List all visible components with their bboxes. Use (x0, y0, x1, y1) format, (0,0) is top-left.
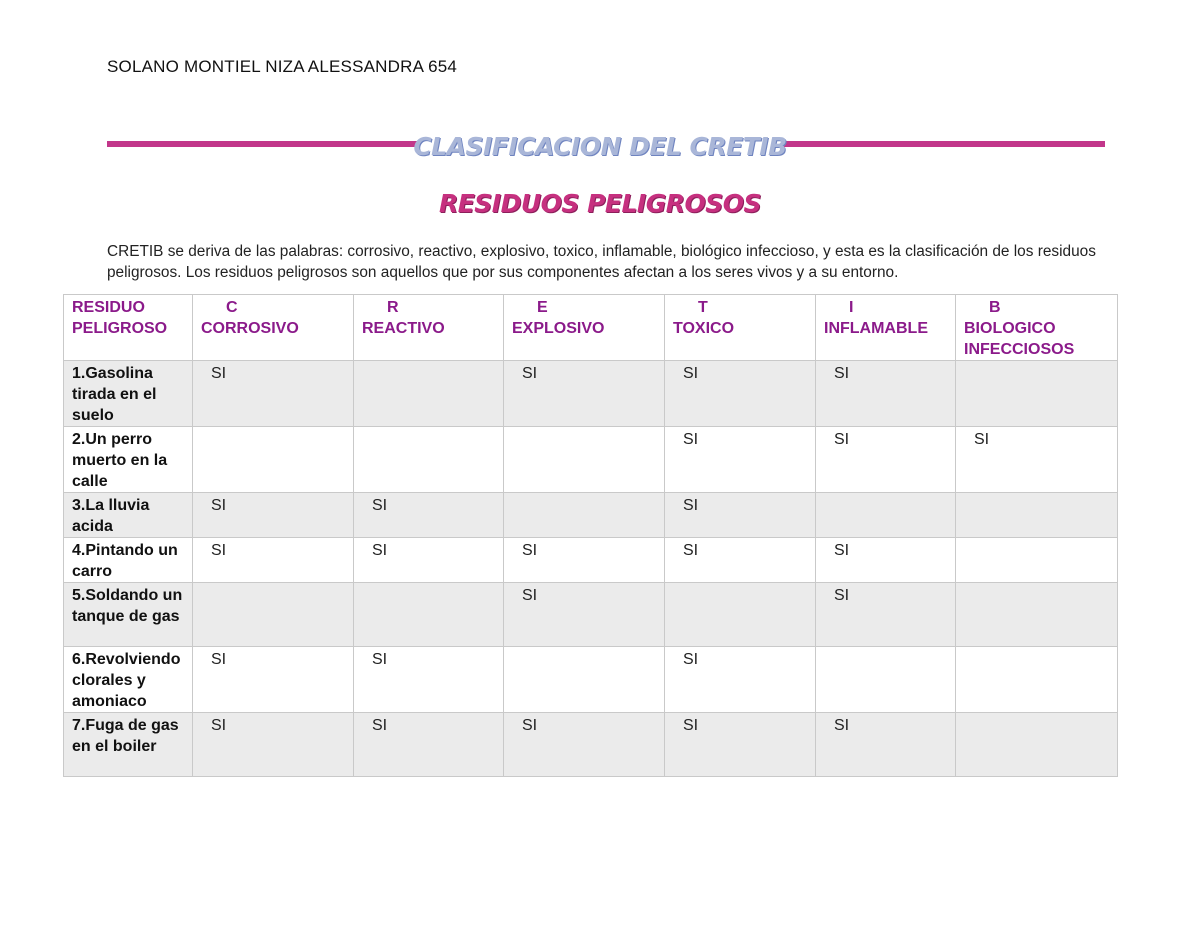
table-row (64, 538, 1118, 583)
header-letter: B (989, 299, 1001, 316)
document-title: CLASIFICACION DEL CRETIB (413, 132, 787, 161)
cell-toxico: SI (665, 361, 816, 427)
cell-reactivo (354, 583, 504, 647)
cell-corrosivo: SI (193, 538, 354, 583)
cell-toxico (665, 583, 816, 647)
header-label: PELIGROSO (72, 320, 168, 337)
header-explosivo (504, 295, 665, 361)
cell-reactivo (354, 361, 504, 427)
document-subtitle: RESIDUOS PELIGROSOS (438, 189, 762, 218)
cell-explosivo: SI (504, 713, 665, 777)
header-label: CORROSIVO (201, 320, 299, 337)
cell-reactivo: SI (354, 647, 504, 713)
header-residuo (64, 295, 193, 361)
cell-corrosivo: SI (193, 493, 354, 538)
cell-biologico (956, 538, 1118, 583)
cell-corrosivo: SI (193, 361, 354, 427)
intro-paragraph: CRETIB se deriva de las palabras: corrosivo, reactivo, explosivo, toxico, inflamable, biológico infeccioso, y esta es la clasificación de los residuos peligrosos. Los residuos peligrosos son aquellos que por sus componentes afectan a los seres vivos y a su entorno. (107, 243, 1096, 281)
cell-explosivo: SI (504, 538, 665, 583)
cell-biologico (956, 361, 1118, 427)
row-label: 1.Gasolina tirada en el suelo (64, 361, 193, 427)
cell-toxico: SI (665, 493, 816, 538)
cell-corrosivo: SI (193, 647, 354, 713)
cell-inflamable (816, 647, 956, 713)
table-row (64, 493, 1118, 538)
cell-explosivo (504, 647, 665, 713)
table-row (64, 583, 1118, 647)
cell-toxico: SI (665, 538, 816, 583)
cell-explosivo (504, 493, 665, 538)
cell-biologico: SI (956, 427, 1118, 493)
header-label: EXPLOSIVO (512, 320, 605, 337)
cell-reactivo: SI (354, 713, 504, 777)
row-label: 2.Un perro muerto en la calle (64, 427, 193, 493)
row-label: 4.Pintando un carro (64, 538, 193, 583)
table-row (64, 713, 1118, 777)
table-row (64, 361, 1118, 427)
header-label: BIOLOGICO INFECCIOSOS (964, 320, 1075, 358)
row-label: 5.Soldando un tanque de gas (64, 583, 193, 647)
cell-inflamable: SI (816, 361, 956, 427)
cell-biologico (956, 583, 1118, 647)
cell-inflamable: SI (816, 427, 956, 493)
header-label: REACTIVO (362, 320, 445, 337)
header-letter: RESIDUO (72, 299, 145, 316)
cell-explosivo (504, 427, 665, 493)
cell-toxico: SI (665, 713, 816, 777)
cell-reactivo: SI (354, 493, 504, 538)
header-letter: E (537, 299, 548, 316)
cell-inflamable: SI (816, 583, 956, 647)
header-biologico (956, 295, 1118, 361)
cell-reactivo (354, 427, 504, 493)
header-letter: T (698, 299, 708, 316)
cell-inflamable: SI (816, 713, 956, 777)
header-letter: R (387, 299, 399, 316)
header-label: TOXICO (673, 320, 735, 337)
row-label: 3.La lluvia acida (64, 493, 193, 538)
header-toxico (665, 295, 816, 361)
cell-biologico (956, 647, 1118, 713)
cell-corrosivo: SI (193, 713, 354, 777)
cell-biologico (956, 493, 1118, 538)
cell-inflamable: SI (816, 538, 956, 583)
cell-explosivo: SI (504, 583, 665, 647)
cell-inflamable (816, 493, 956, 538)
table-row (64, 647, 1118, 713)
header-inflamable (816, 295, 956, 361)
cell-corrosivo (193, 427, 354, 493)
header-label: INFLAMABLE (824, 320, 928, 337)
cell-toxico: SI (665, 647, 816, 713)
row-label: 7.Fuga de gas en el boiler (64, 713, 193, 777)
row-label: 6.Revolviendo clorales y amoniaco (64, 647, 193, 713)
cell-reactivo: SI (354, 538, 504, 583)
header-letter: I (849, 299, 854, 316)
cretib-table (63, 294, 1118, 777)
author-name: SOLANO MONTIEL NIZA ALESSANDRA 654 (107, 57, 458, 76)
table-header-row (64, 295, 1118, 361)
table-row (64, 427, 1118, 493)
header-reactivo (354, 295, 504, 361)
header-corrosivo (193, 295, 354, 361)
cell-toxico: SI (665, 427, 816, 493)
header-letter: C (226, 299, 238, 316)
cell-biologico (956, 713, 1118, 777)
cell-corrosivo (193, 583, 354, 647)
cell-explosivo: SI (504, 361, 665, 427)
